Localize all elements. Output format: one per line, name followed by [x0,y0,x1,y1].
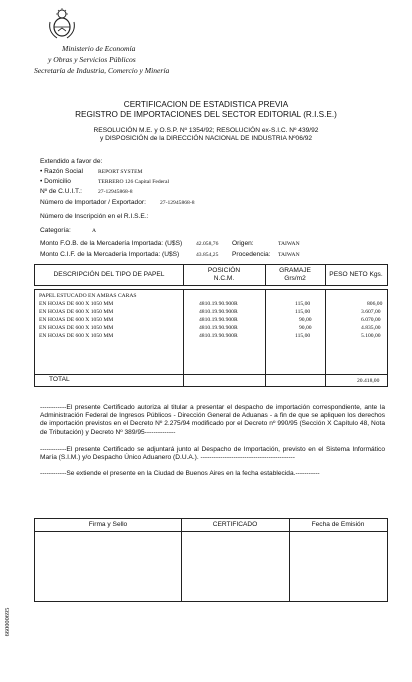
table-header [34,264,388,286]
row-desc: EN HOJAS DE 600 X 1050 MM [39,333,114,339]
domicilio-value: TERRERO 126 Capital Federal [98,179,169,185]
row-pos: 4810.19.90.900R [199,333,238,339]
fob-value: 42.058,76 [196,241,219,247]
categoria-value: A [92,228,97,234]
header-gramaje: GRAMAJE [279,267,311,274]
row-peso: 6.070,00 [361,317,381,323]
side-code-text: 660000695 [4,607,11,637]
page-subtitle: REGISTRO DE IMPORTACIONES DEL SECTOR EDITORIAL (R.I.S.E.) [75,110,337,119]
origen-label: Origen: [232,240,254,247]
row-peso: 3.607,00 [361,309,381,315]
signature-table [34,518,388,602]
issue-date-header: Fecha de Emisión [311,521,365,528]
domicilio-label: Domicilio [44,178,71,185]
total-label: TOTAL [49,376,70,383]
certificate-header: CERTIFICADO [212,521,258,528]
bullet-icon: • [40,168,43,175]
origen-value: TAIWAN [278,241,300,247]
procedencia-value: TAIWAN [278,252,300,258]
header-description: DESCRIPCIÓN DEL TIPO DE PAPEL [53,271,165,278]
bullet-icon: • [40,178,43,185]
ministry-line-2: y Obras y Servicios Públicos [48,55,136,64]
cuit-value: 27-12945868-8 [98,189,133,195]
row-desc: EN HOJAS DE 600 X 1050 MM [39,309,114,315]
resolution-line-1: RESOLUCIÓN M.E. y O.S.P. Nº 1354/92; RESOLUCIÓN ex-S.I.C. Nº 439/92 [93,127,319,134]
page-title: CERTIFICACION DE ESTADISTICA PREVIA [123,100,289,109]
row-desc: EN HOJAS DE 600 X 1050 MM [39,317,114,323]
extended-label: Extendido a favor de: [40,158,103,165]
row-pos: 4810.19.90.900R [199,309,238,315]
razon-label: Razón Social [44,168,84,175]
row-gram: 115,00 [295,333,311,339]
row-gram: 90,00 [299,325,312,331]
row-gram: 115,00 [295,309,311,315]
ministry-line-1: Ministerio de Economía [62,44,136,53]
razon-value: REPORT SYSTEM [98,169,143,175]
row-desc: EN HOJAS DE 600 X 1050 MM [39,301,114,307]
fob-label: Monto F.O.B. de la Mercadería Importada: (U$S) [40,240,183,247]
row-pos: 4810.19.90.900R [199,325,238,331]
header-grs: Grs/m2 [284,275,306,282]
header-peso: PESO NETO Kgs. [329,271,383,278]
cif-label: Monto C.I.F. de la Mercadería Importada: (U$S) [40,251,180,258]
table-row: PAPEL ESTUCADO EN AMBAS CARAS [39,293,137,299]
resolution-line-2: y DISPOSICIÓN de la DIRECCIÓN NACIONAL DE INDUSTRIA Nº06/92 [99,135,313,142]
importador-value: 27-12945868-8 [160,200,195,206]
side-document-code [2,594,12,654]
categoria-label: Categoría: [40,227,71,234]
header-position: POSICIÓN [207,267,241,274]
row-gram: 115,00 [295,301,311,307]
signature-header: Firma y Sello [88,521,128,528]
row-pos: 4810.19.90.900R [199,317,238,323]
items-table [34,289,388,387]
row-peso: 806,00 [367,301,383,307]
ministry-line-3: Secretaría de Industria, Comercio y Minería [34,66,170,75]
razon-row [40,168,83,176]
importador-label: Número de Importador / Exportador: [40,199,146,206]
cif-value: 43.854,25 [196,252,219,258]
row-peso: 4.835,00 [361,325,381,331]
row-pos: 4810.19.90.900R [199,301,238,307]
row-gram: 90,00 [299,317,312,323]
row-desc: EN HOJAS DE 600 X 1050 MM [39,325,114,331]
cuit-label: Nº de C.U.I.T.: [40,188,82,195]
paragraph-3: ------------Se extiende el presente en la Ciudad de Buenos Aires en la fecha establecida.----------- [40,470,320,477]
procedencia-label: Procedencia: [232,251,271,258]
coat-of-arms-icon [47,8,77,40]
paragraph-1: ------------El presente Certificado autoriza al titular a presentar el despacho de importación correspondiente, ante la Administración Federal de Ingresos Públicos - Dirección General de Aduanas - a fin de que se apliquen los derechos de importación previstos en el Decreto Nº 2.275/94 modificado por el Decreto nº 990/95 (Sección X Capítulo 48, Nota de Tributación) y Decreto Nº 389/95-------------- [40,404,385,436]
rise-label: Número de Inscripción en el R.I.S.E.: [40,213,149,220]
header-ncm: N.C.M. [213,275,235,282]
paragraph-2: ------------El presente Certificado se adjuntará junto al Despacho de Importación, previsto en el Sistema Informático María (S.I.M.) y/o Despacho Único Aduanero (D.U.A.). ------------------------------------------- [40,446,385,462]
domicilio-row [40,178,71,186]
row-peso: 5.100,00 [361,333,381,339]
total-value: 20.418,00 [357,378,380,384]
